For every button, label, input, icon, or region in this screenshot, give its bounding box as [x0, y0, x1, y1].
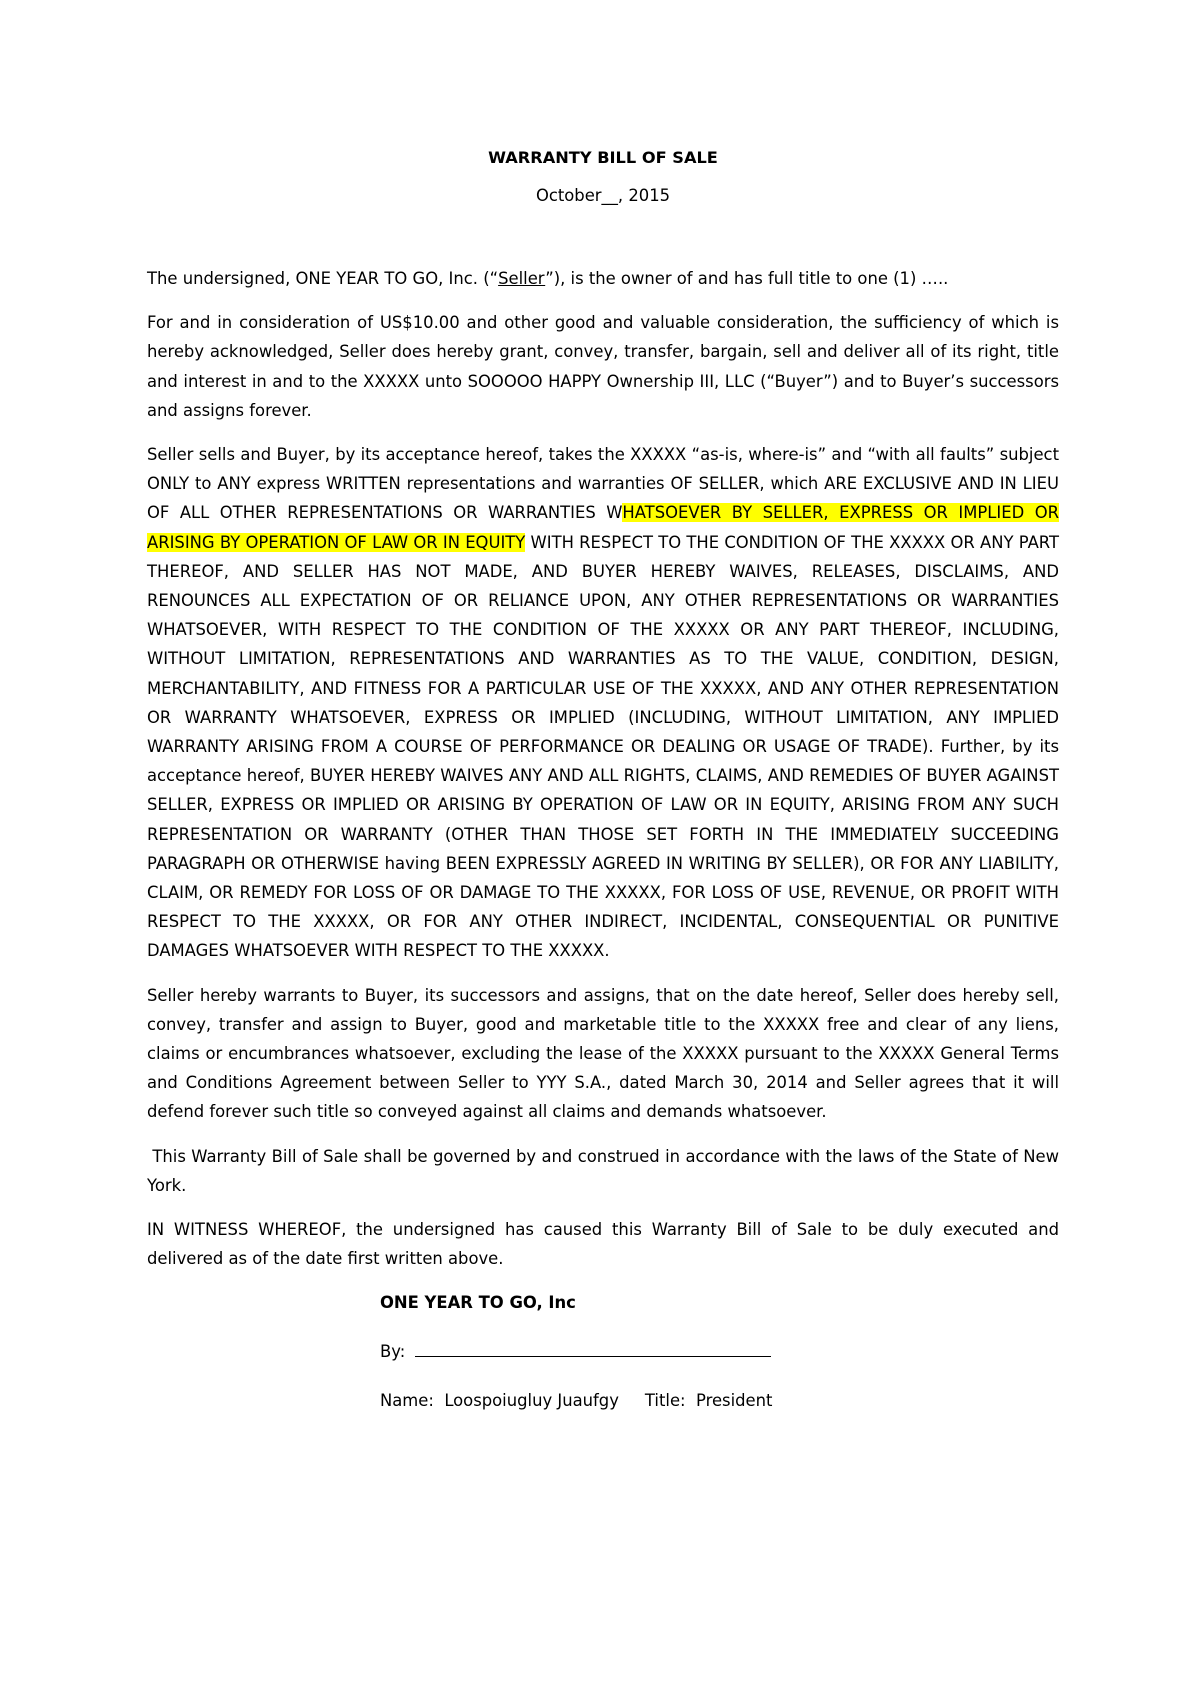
document-body — [147, 146, 1065, 1415]
title-label: Title: — [644, 1390, 686, 1410]
signature-by-row — [380, 1337, 1059, 1366]
highlighted-text: HATSOEVER BY SELLER, EXPRESS OR IMPLIED OR ARISING BY OPERATION OF LAW OR IN EQUITY — [147, 503, 1059, 552]
as-is-paragraph — [147, 440, 1059, 966]
signatory-name: Loospoiugluy Juaufgy — [444, 1390, 619, 1410]
as-is-text-end: WITH RESPECT TO THE CONDITION OF THE XXXXX OR ANY PART THEREOF, AND SELLER HAS NOT MADE, AND BUYER HEREBY WAIVES, RELEASES, DISCLAIMS, AND RENOUNCES ALL EXPECTATION OF OR RELIANCE UPON, ANY OTHER REPRESENTATIONS OR WARRANTIES WHATSOEVER, WITH RESPECT TO THE CONDITION OF THE XXXXX OR ANY PART THEREOF, INCLUDING, WITHOUT LIMITATION, REPRESENTATIONS AND WARRANTIES AS TO THE VALUE, CONDITION, DESIGN, MERCHANTABILITY, AND FITNESS FOR A PARTICULAR USE OF THE XXXXX, AND ANY OTHER REPRESENTATION OR WARRANTY WHATSOEVER, EXPRESS OR IMPLIED (INCLUDING, WITHOUT LIMITATION, ANY IMPLIED WARRANTY ARISING FROM A COURSE OF PERFORMANCE OR DEALING OR USAGE OF TRADE). Further, by its acceptance hereof, BUYER HEREBY WAIVES ANY AND ALL RIGHTS, CLAIMS, AND REMEDIES OF BUYER AGAINST SELLER, EXPRESS OR IMPLIED OR ARISING BY OPERATION OF LAW OR IN EQUITY, ARISING FROM ANY SUCH REPRESENTATION OR WARRANTY (OTHER THAN THOSE SET FORTH IN THE IMMEDIATELY SUCCEEDING PARAGRAPH OR OTHERWISE having BEEN EXPRESSLY AGREED IN WRITING BY SELLER), OR FOR ANY LIABILITY, CLAIM, OR REMEDY FOR LOSS OF OR DAMAGE TO THE XXXXX, FOR LOSS OF USE, REVENUE, OR PROFIT WITH RESPECT TO THE XXXXX, OR FOR ANY OTHER INDIRECT, INCIDENTAL, CONSEQUENTIAL OR PUNITIVE DAMAGES WHATSOEVER WITH RESPECT TO THE XXXXX. — [147, 532, 1059, 961]
seller-defined-term: Seller — [498, 269, 546, 288]
by-label: By: — [380, 1341, 406, 1361]
warranty-paragraph: Seller hereby warrants to Buyer, its successors and assigns, that on the date hereof, Seller does hereby sell, convey, transfer and assign to Buyer, good and marketable title to the XXXXX free and clear of any liens, claims or encumbrances whatsoever, excluding the lease of the XXXXX pursuant to the XXXXX General Terms and Conditions Agreement between Seller to YYY S.A., dated March 30, 2014 and Seller agrees that it will defend forever such title so conveyed against all claims and demands whatsoever. — [147, 985, 1059, 1122]
intro-text-start: The undersigned, ONE YEAR TO GO, Inc. (“ — [147, 269, 499, 288]
signatory-name-row — [380, 1386, 1059, 1415]
document-date: October__, 2015 — [535, 186, 671, 205]
consideration-paragraph: For and in consideration of US$10.00 and other good and valuable consideration, the sufficiency of which is hereby acknowledged, Seller does hereby grant, convey, transfer, bargain, sell and deliver all of its right, title and interest in and to the XXXXX unto SOOOOO HAPPY Ownership III, LLC (“Buyer”) and to Buyer’s successors and assigns forever. — [147, 313, 1059, 420]
signatory-company: ONE YEAR TO GO, Inc — [380, 1292, 576, 1312]
signature-block — [380, 1288, 1059, 1416]
governing-law-paragraph: This Warranty Bill of Sale shall be governed by and construed in accordance with the laws of the State of New York. — [147, 1146, 1065, 1195]
document-title: WARRANTY BILL OF SALE — [488, 148, 718, 167]
witness-paragraph: IN WITNESS WHEREOF, the undersigned has caused this Warranty Bill of Sale to be duly executed and delivered as of the date first written above. — [147, 1220, 1059, 1269]
as-is-text-start: Seller sells and Buyer, by its acceptance hereof, takes the XXXXX “as-is, where-is” and “with all faults” subject ONLY to ANY express WRITTEN representations and warranties OF SELLER, which ARE EXCLUSIVE AND IN LIEU OF ALL OTHER REPRESENTATIONS OR WARRANTIES W — [147, 445, 1059, 523]
intro-text-end: ”), is the owner of and has full title to one (1) ….. — [545, 269, 949, 288]
signature-line[interactable] — [415, 1342, 771, 1357]
signatory-title: President — [696, 1390, 773, 1410]
name-label: Name: — [380, 1390, 434, 1410]
intro-paragraph — [147, 264, 1059, 293]
